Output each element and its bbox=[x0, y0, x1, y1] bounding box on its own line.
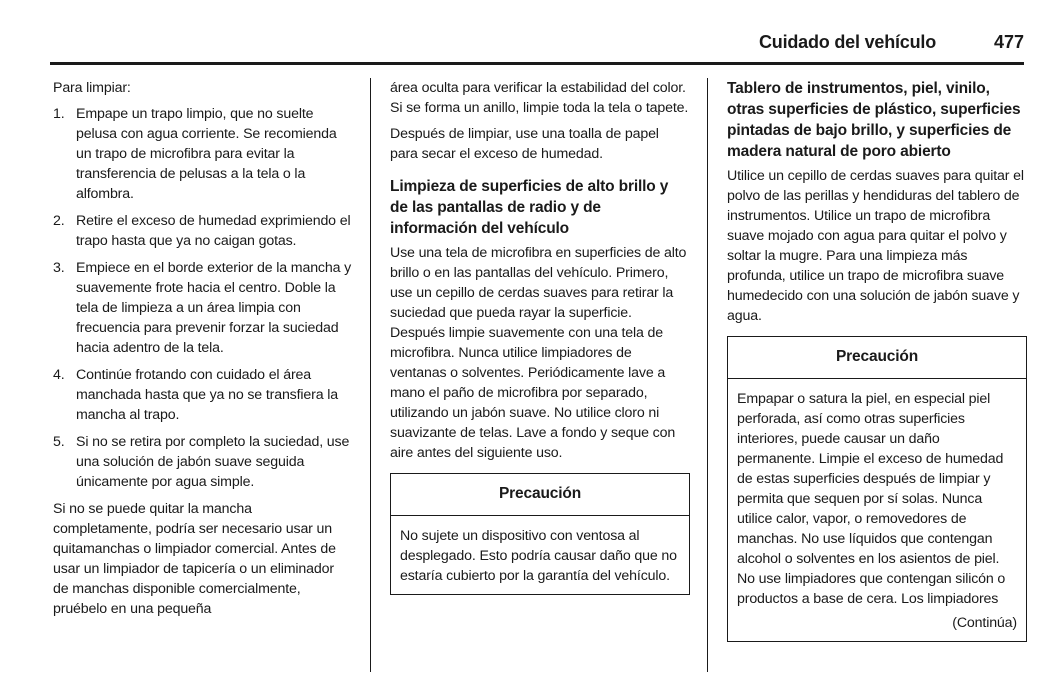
section-heading: Limpieza de superficies de alto brillo y de las pantallas de radio y de información del vehículo bbox=[390, 178, 669, 237]
column-left bbox=[53, 78, 353, 625]
caution-title: Precaución bbox=[391, 474, 689, 516]
intro-text: Para limpiar: bbox=[53, 80, 131, 96]
column-divider bbox=[370, 78, 371, 672]
caution-text: Empapar o satura la piel, en especial piel perforada, así como otras superficies interiores, puede causar un daño permanente. Limpie el exceso de humedad de estas superficies después de limpiar y permita que sequen por sí solas. Nunca utilice calor, vapor, o removedores de manchas. No use líquidos que contengan alcohol o solventes en los asientos de piel. No use limpiadores que contengan silicón o productos a base de cera. Los limpiadores bbox=[737, 391, 1006, 607]
step-text: Retire el exceso de humedad exprimiendo el trapo hasta que ya no caigan gotas. bbox=[76, 213, 351, 249]
closing-paragraph: Si no se puede quitar la mancha completamente, podría ser necesario usar un quitamanchas o limpiador comercial. Antes de usar un limpiador de tapicería o un eliminador de manchas disponible comercialmente, pruébelo en una pequeña bbox=[53, 501, 336, 617]
page-header bbox=[50, 30, 1024, 65]
step-number: 5. bbox=[53, 434, 65, 450]
column-divider bbox=[707, 78, 708, 672]
step-text: Empape un trapo limpio, que no suelte pelusa con agua corriente. Se recomienda un trapo de microfibra para evitar la transferencia de pelusas a la tela o la alfombra. bbox=[76, 106, 337, 202]
caution-text: No sujete un dispositivo con ventosa al desplegado. Esto podría causar daño que no estaría cubierto por la garantía del vehículo. bbox=[400, 528, 677, 584]
step-number: 2. bbox=[53, 213, 65, 229]
drying-paragraph: Después de limpiar, use una toalla de papel para secar el exceso de humedad. bbox=[390, 126, 659, 162]
list-item bbox=[53, 365, 353, 425]
list-item bbox=[53, 432, 353, 492]
step-number: 4. bbox=[53, 367, 65, 383]
page-number: 477 bbox=[993, 32, 1024, 52]
step-number: 1. bbox=[53, 106, 65, 122]
continued-label: (Continúa) bbox=[952, 615, 1017, 631]
column-middle bbox=[390, 78, 690, 595]
step-text: Continúe frotando con cuidado el área manchada hasta que ya no se transfiera la mancha al trapo. bbox=[76, 367, 339, 423]
step-number: 3. bbox=[53, 260, 65, 276]
section-heading: Tablero de instrumentos, piel, vinilo, otras superficies de plástico, superficies pintadas de bajo brillo, y superficies de madera natural de poro abierto bbox=[727, 80, 1021, 160]
body-paragraph: Utilice un cepillo de cerdas suaves para quitar el polvo de las perillas y hendiduras del tablero de instrumentos. Utilice un trapo de microfibra suave mojado con agua para quitar el polvo y soltar la mugre. Para una limpieza más profunda, utilice un trapo de microfibra suave humedecido con una solución de jabón suave y agua. bbox=[727, 168, 1024, 324]
cleaning-steps-list bbox=[53, 104, 353, 492]
list-item bbox=[53, 104, 353, 204]
caution-box bbox=[390, 473, 690, 595]
step-text: Si no se retira por completo la suciedad, use una solución de jabón suave seguida únicamente por agua simple. bbox=[76, 434, 350, 490]
step-text: Empiece en el borde exterior de la mancha y suavemente frote hacia el centro. Doble la tela de limpieza a un área limpia con frecuencia para prevenir forzar la suciedad hacia adentro de la tela. bbox=[76, 260, 352, 356]
column-right bbox=[727, 78, 1027, 642]
list-item bbox=[53, 211, 353, 251]
caution-title: Precaución bbox=[728, 337, 1026, 379]
list-item bbox=[53, 258, 353, 358]
caution-box bbox=[727, 336, 1027, 642]
section-title: Cuidado del vehículo bbox=[758, 32, 936, 52]
body-paragraph: Use una tela de microfibra en superficies de alto brillo o en las pantallas del vehículo. Primero, use un cepillo de cerdas suaves para retirar la suciedad que pueda rayar la superficie. Después limpie suavemente con una tela de microfibra. Nunca utilice limpiadores de ventanas o solventes. Periódicamente lave a mano el paño de microfibra por separado, utilizando un jabón suave. No utilice cloro ni suavizante de telas. Lave a fondo y seque con aire antes del siguiente uso. bbox=[390, 245, 687, 461]
continued-paragraph: área oculta para verificar la estabilidad del color. Si se forma un anillo, limpie toda la tela o tapete. bbox=[390, 80, 689, 116]
